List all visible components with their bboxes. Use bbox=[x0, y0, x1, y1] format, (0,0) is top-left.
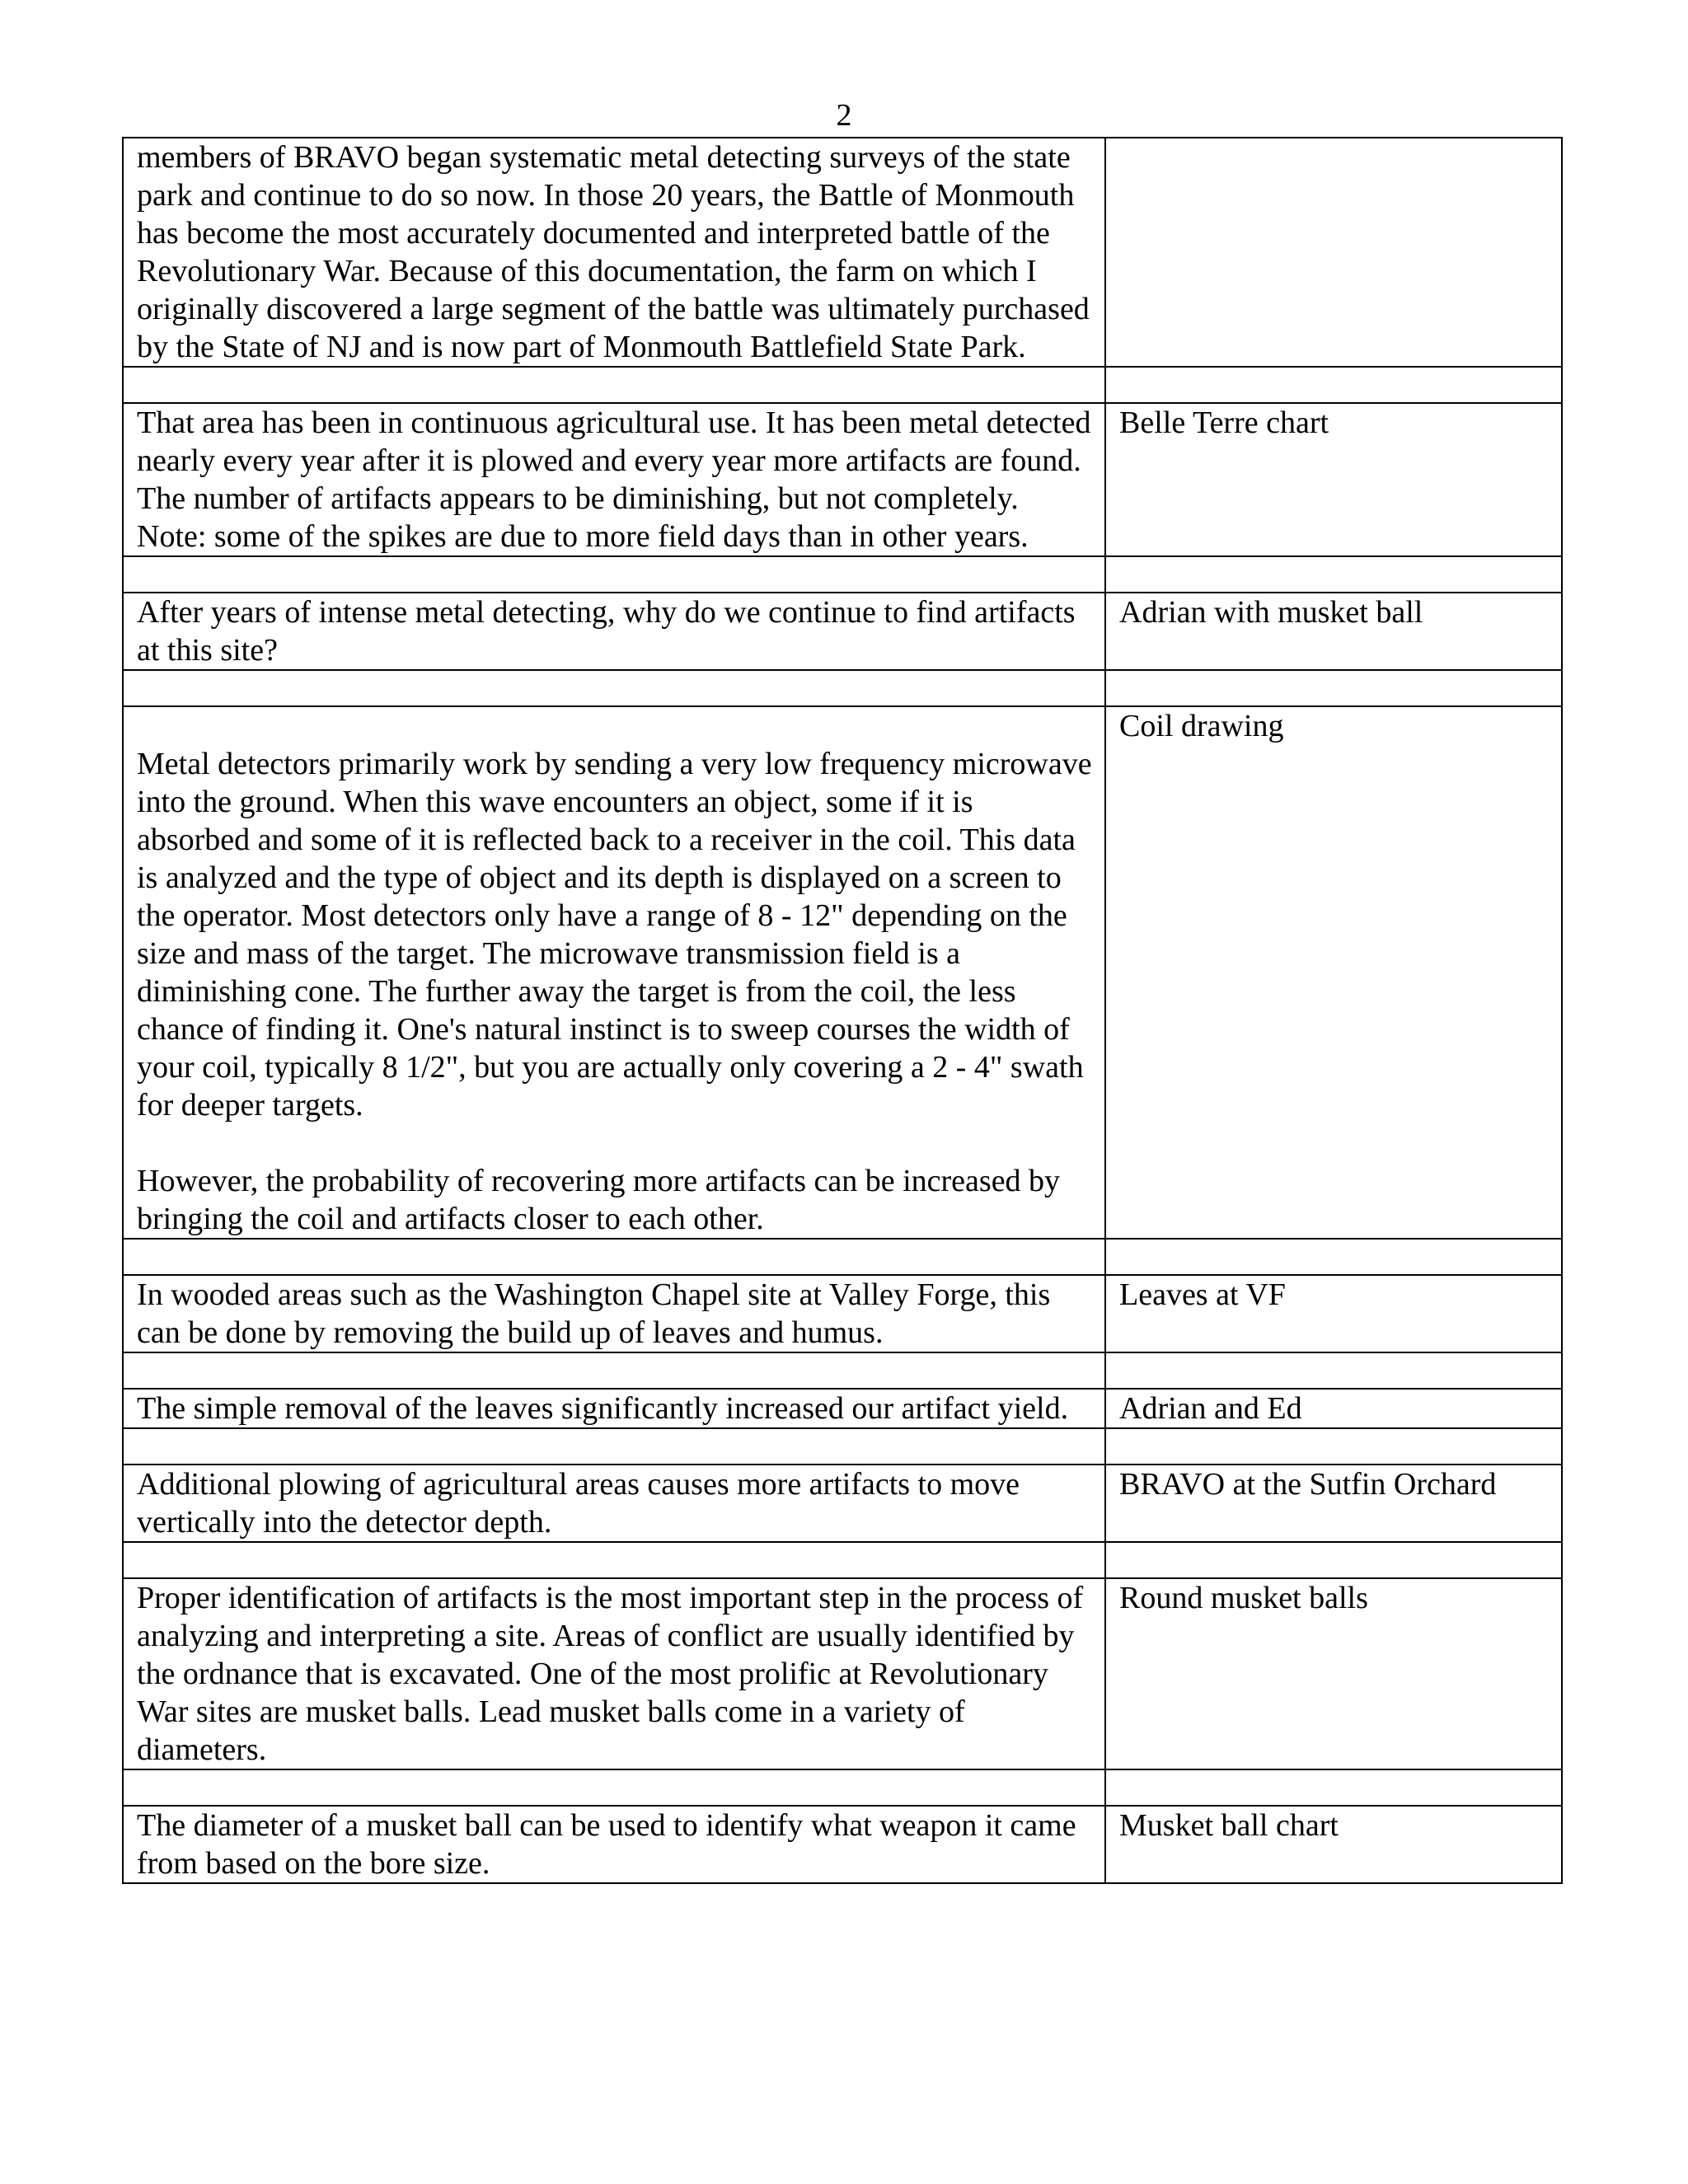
spacer-cell bbox=[123, 1428, 1105, 1465]
spacer-cell bbox=[1105, 1239, 1562, 1275]
table-row bbox=[123, 1578, 1562, 1769]
spacer-row bbox=[123, 1239, 1562, 1275]
table-row bbox=[123, 1806, 1562, 1883]
spacer-row bbox=[123, 1428, 1562, 1465]
page-number: 2 bbox=[836, 98, 852, 133]
narration-cell: Proper identification of artifacts is the most important step in the process of analyzing and interpreting a site. Areas of conflict are usually identified by the ordnance that is excavated. One of the most prolific at Revolutionary War sites are musket balls. Lead musket balls come in a variety of diameters. bbox=[123, 1578, 1105, 1769]
spacer-cell bbox=[1105, 1352, 1562, 1389]
narration-cell: After years of intense metal detecting, why do we continue to find artifacts at this site? bbox=[123, 593, 1105, 670]
table-row bbox=[123, 593, 1562, 670]
narration-cell: Additional plowing of agricultural areas causes more artifacts to move vertically into the detector depth. bbox=[123, 1465, 1105, 1542]
spacer-cell bbox=[1105, 367, 1562, 403]
spacer-row bbox=[123, 367, 1562, 403]
table-row bbox=[123, 1465, 1562, 1542]
spacer-row bbox=[123, 556, 1562, 593]
table-row bbox=[123, 138, 1562, 367]
narration-cell: The simple removal of the leaves significantly increased our artifact yield. bbox=[123, 1389, 1105, 1428]
narration-cell: members of BRAVO began systematic metal detecting surveys of the state park and continue to do so now. In those 20 years, the Battle of Monmouth has become the most accurately documented and interpreted battle of the Revolutionary War. Because of this documentation, the farm on which I originally discovered a large segment of the battle was ultimately purchased by the State of NJ and is now part of Monmouth Battlefield State Park. bbox=[123, 138, 1105, 367]
narration-cell: The diameter of a musket ball can be used to identify what weapon it came from based on the bore size. bbox=[123, 1806, 1105, 1883]
spacer-cell bbox=[1105, 1542, 1562, 1578]
table-row bbox=[123, 403, 1562, 556]
table-row bbox=[123, 1275, 1562, 1352]
visual-cell: BRAVO at the Sutfin Orchard bbox=[1105, 1465, 1562, 1542]
narration-cell: In wooded areas such as the Washington Chapel site at Valley Forge, this can be done by removing the build up of leaves and humus. bbox=[123, 1275, 1105, 1352]
spacer-cell bbox=[123, 1352, 1105, 1389]
spacer-row bbox=[123, 1542, 1562, 1578]
table-row bbox=[123, 1389, 1562, 1428]
narration-cell: That area has been in continuous agricultural use. It has been metal detected nearly every year after it is plowed and every year more artifacts are found. The number of artifacts appears to be diminishing, but not completely. Note: some of the spikes are due to more field days than in other years. bbox=[123, 403, 1105, 556]
spacer-row bbox=[123, 670, 1562, 706]
narration-cell: Metal detectors primarily work by sending a very low frequency microwave into the ground. When this wave encounters an object, some if it is absorbed and some of it is reflected back to a receiver in the coil. This data is analyzed and the type of object and its depth is displayed on a screen to the operator. Most detectors only have a range of 8 - 12" depending on the size and mass of the target. The microwave transmission field is a diminishing cone. The further away the target is from the coil, the less chance of finding it. One's natural instinct is to sweep courses the width of your coil, typically 8 1/2", but you are actually only covering a 2 - 4" swath for deeper targets. However, the probability of recovering more artifacts can be increased by bringing the coil and artifacts closer to each other. bbox=[123, 706, 1105, 1239]
spacer-cell bbox=[1105, 670, 1562, 706]
spacer-cell bbox=[123, 1239, 1105, 1275]
spacer-row bbox=[123, 1769, 1562, 1806]
spacer-cell bbox=[123, 556, 1105, 593]
visual-cell: Adrian with musket ball bbox=[1105, 593, 1562, 670]
visual-cell: Musket ball chart bbox=[1105, 1806, 1562, 1883]
spacer-cell bbox=[123, 367, 1105, 403]
spacer-cell bbox=[1105, 1428, 1562, 1465]
visual-cell: Leaves at VF bbox=[1105, 1275, 1562, 1352]
visual-cell: Coil drawing bbox=[1105, 706, 1562, 1239]
visual-cell: Belle Terre chart bbox=[1105, 403, 1562, 556]
spacer-row bbox=[123, 1352, 1562, 1389]
spacer-cell bbox=[123, 670, 1105, 706]
spacer-cell bbox=[123, 1769, 1105, 1806]
spacer-cell bbox=[1105, 556, 1562, 593]
visual-cell bbox=[1105, 138, 1562, 367]
spacer-cell bbox=[1105, 1769, 1562, 1806]
visual-cell: Adrian and Ed bbox=[1105, 1389, 1562, 1428]
visual-cell: Round musket balls bbox=[1105, 1578, 1562, 1769]
script-table bbox=[122, 137, 1563, 1884]
spacer-cell bbox=[123, 1542, 1105, 1578]
table-row bbox=[123, 706, 1562, 1239]
